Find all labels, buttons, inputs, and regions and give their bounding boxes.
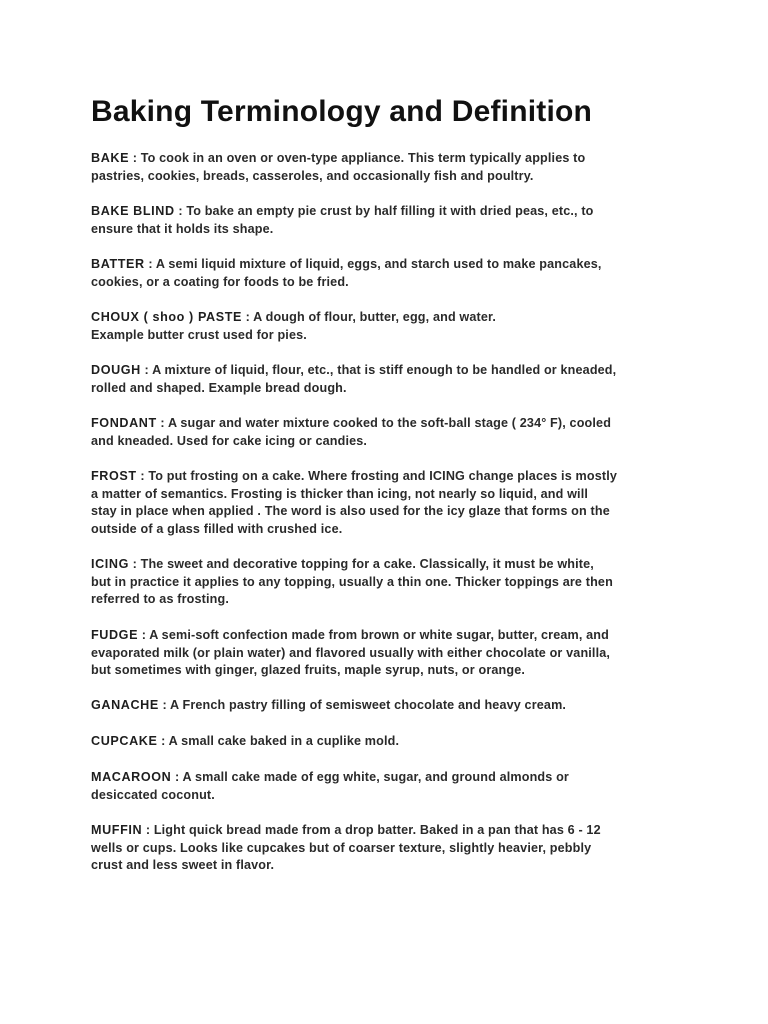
definition-line	[91, 415, 611, 433]
document-title: Baking Terminology and Definition	[91, 95, 593, 128]
definition-text: : Light quick bread made from a drop batter. Baked in a pan that has 6 - 12	[142, 823, 601, 837]
definition-entry-bake	[91, 150, 585, 185]
definition-entry-macaroon	[91, 769, 569, 804]
definition-entry-fudge	[91, 627, 610, 680]
definition-line	[91, 203, 594, 221]
definition-text: : A small cake baked in a cuplike mold.	[157, 734, 400, 748]
definition-entry-dough	[91, 362, 616, 397]
definition-entry-bake-blind	[91, 203, 594, 238]
definition-term: GANACHE	[91, 698, 159, 712]
definition-text: : A small cake made of egg white, sugar, and ground almonds or	[171, 770, 569, 784]
definition-text: : A sugar and water mixture cooked to the soft-ball stage ( 234° F), cooled	[156, 416, 612, 430]
definition-line	[91, 697, 566, 715]
definition-term: MUFFIN	[91, 823, 143, 837]
definition-line: stay in place when applied . The word is also used for the icy glaze that forms on the	[91, 504, 610, 519]
definition-term: CHOUX ( shoo ) PASTE	[91, 310, 242, 324]
definition-entry-fondant	[91, 415, 611, 450]
definition-term: BAKE BLIND	[91, 204, 175, 218]
definition-line	[91, 733, 399, 751]
definition-line: referred to as frosting.	[91, 592, 229, 607]
definition-text: : A dough of flour, butter, egg, and water.	[242, 310, 497, 324]
definition-line: but in practice it applies to any topping, usually a thin one. Thicker toppings are then	[91, 574, 613, 589]
definition-line	[91, 150, 585, 168]
definition-text: : To cook in an oven or oven-type appliance. This term typically applies to	[129, 151, 586, 165]
definition-line	[91, 769, 569, 787]
definition-entry-batter	[91, 256, 602, 291]
definition-line: pastries, cookies, breads, casseroles, and occasionally fish and poultry.	[91, 168, 534, 183]
definition-text: : A mixture of liquid, flour, etc., that is stiff enough to be handled or kneaded,	[140, 363, 617, 377]
definition-text: : A semi liquid mixture of liquid, eggs, and starch used to make pancakes,	[144, 257, 602, 271]
definition-line: desiccated coconut.	[91, 787, 215, 802]
definition-term: DOUGH	[91, 363, 141, 377]
definition-entry-muffin	[91, 822, 601, 875]
definition-line: wells or cups. Looks like cupcakes but of coarser texture, slightly heavier, pebbly	[91, 840, 592, 855]
definition-entry-choux-paste	[91, 309, 496, 344]
definition-text: : To put frosting on a cake. Where frosting and ICING change places is mostly	[136, 469, 617, 483]
definition-term: ICING	[91, 557, 129, 571]
definition-line: crust and less sweet in flavor.	[91, 858, 275, 873]
definition-line	[91, 362, 616, 380]
definition-line: outside of a glass filled with crushed ice.	[91, 521, 343, 536]
definition-line: but sometimes with ginger, glazed fruits, maple syrup, nuts, or orange.	[91, 663, 526, 678]
definition-term: BATTER	[91, 257, 145, 271]
definition-line	[91, 468, 617, 486]
definition-line	[91, 627, 610, 645]
definition-line: rolled and shaped. Example bread dough.	[91, 380, 347, 395]
definition-entry-icing	[91, 556, 613, 609]
definition-text: : A semi-soft confection made from brown or white sugar, butter, cream, and	[138, 628, 609, 642]
definition-entry-ganache	[91, 697, 566, 715]
definition-term: FUDGE	[91, 628, 139, 642]
definition-line: cookies, or a coating for foods to be fried.	[91, 274, 349, 289]
definition-line	[91, 309, 496, 327]
definition-line: a matter of semantics. Frosting is thicker than icing, not nearly so liquid, and will	[91, 486, 589, 501]
definition-line	[91, 256, 602, 274]
definition-entry-cupcake	[91, 733, 399, 751]
definition-line: ensure that it holds its shape.	[91, 221, 274, 236]
definition-line: and kneaded. Used for cake icing or candies.	[91, 433, 368, 448]
definition-term: FONDANT	[91, 416, 157, 430]
definition-line: evaporated milk (or plain water) and flavored usually with either chocolate or vanilla,	[91, 645, 611, 660]
definition-text: : A French pastry filling of semisweet chocolate and heavy cream.	[158, 698, 567, 712]
definition-line	[91, 822, 601, 840]
definition-entry-frost	[91, 468, 617, 538]
definition-text: : To bake an empty pie crust by half filling it with dried peas, etc., to	[174, 204, 594, 218]
definition-term: MACAROON	[91, 770, 172, 784]
definition-term: BAKE	[91, 151, 130, 165]
definition-term: CUPCAKE	[91, 734, 158, 748]
definition-line	[91, 556, 613, 574]
definition-text: : The sweet and decorative topping for a cake. Classically, it must be white,	[128, 557, 594, 571]
definition-line: Example butter crust used for pies.	[91, 327, 307, 342]
definition-term: FROST	[91, 469, 137, 483]
